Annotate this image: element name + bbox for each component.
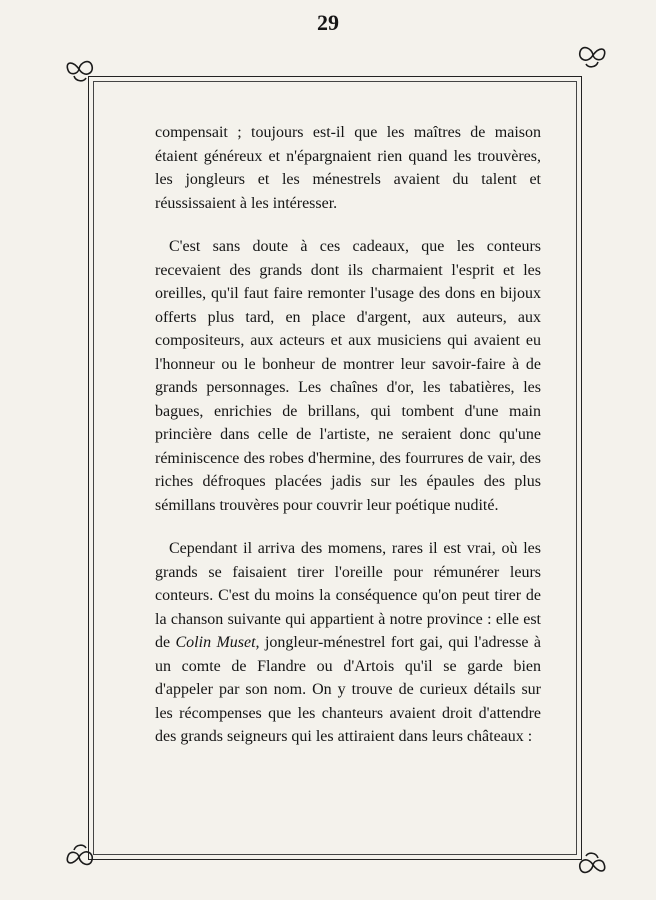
flourish-ornament-icon <box>576 38 610 72</box>
paragraph: C'est sans doute à ces cadeaux, que les conteurs recevaient des grands dont ils charmaient l'esprit et les oreilles, qu'il faut faire remonter l'usage des dons en bijoux offerts plus tard, en place d'argent, aux auteurs, aux compositeurs, aux acteurs et aux musiciens qui avaient eu l'honneur ou le bonheur de montrer leur savoir-faire à de grands personnages. Les chaînes d'or, les tabatières, les bagues, enrichies de brillans, qui tombent d'une main princière dans celle de l'artiste, ne seraient donc qu'une réminiscence des robes d'hermine, des fourrures de vair, des riches défroques placées jadis sur les épaules des plus sémillans trouvères pour couvrir leur poétique nudité. <box>155 238 541 514</box>
flourish-ornament-icon <box>576 848 610 882</box>
paragraph: Cependant il arriva des momens, rares il est vrai, où les grands se faisaient tirer l'oreille pour rémunérer leurs conteurs. C'est du moins la conséquence qu'on peut tirer de la chanson suivante qui appartient à notre province : elle est de Colin Muset, jongleur-ménestrel fort gai, qui l'adresse à un comte de Flandre ou d'Artois qu'il se garde bien d'appeler par son nom. On y trouve de curieux détails sur les récompenses que les chanteurs avaient droit d'attendre des grands seigneurs qui les attiraient dans leurs châteaux : <box>155 540 542 745</box>
page-number: 29 <box>317 10 339 35</box>
author-name: Colin Muset, <box>175 634 260 651</box>
paragraph: compensait ; toujours est-il que les maîtres de maison étaient généreux et n'épargnaient rien quand les trouvères, les jongleurs et les ménestrels avaient du talent et réussissaient à les intéresser. <box>155 124 541 212</box>
body-text <box>155 121 541 769</box>
flourish-ornament-icon <box>62 840 96 874</box>
flourish-ornament-icon <box>62 52 96 86</box>
